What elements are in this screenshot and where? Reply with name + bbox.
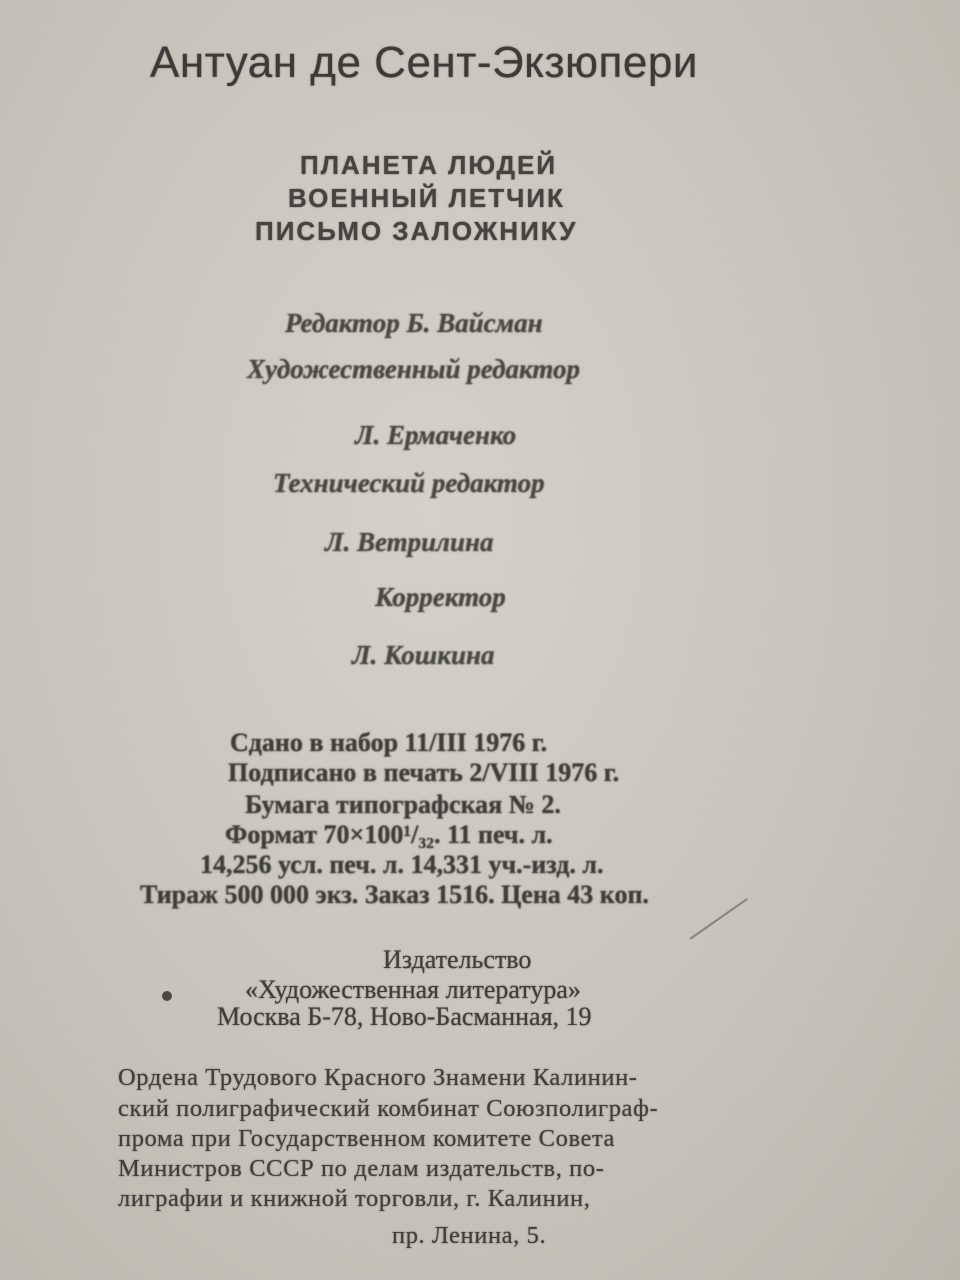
imprint-print-date: Подписано в печать 2/VIII 1976 г. <box>228 758 620 787</box>
tech-editor-role: Технический редактор <box>273 468 545 498</box>
proofreader-role: Корректор <box>375 582 506 612</box>
author-name: Антуан де Сент-Экзюпери <box>150 38 698 87</box>
printer-line-2: ский полиграфический комбинат Союзполиграф- <box>118 1095 659 1122</box>
book-title-2: ВОЕННЫЙ ЛЕТЧИК <box>288 183 565 213</box>
imprint-paper: Бумага типографская № 2. <box>245 790 561 819</box>
paper-crease <box>689 898 747 940</box>
publisher-address: Москва Б-78, Ново-Басманная, 19 <box>217 1002 592 1031</box>
printer-line-3: прома при Государственном комитете Совета <box>118 1125 616 1152</box>
printer-line-4: Министров СССР по делам издательств, по- <box>118 1155 605 1182</box>
printer-line-1: Ордена Трудового Красного Знамени Калинин- <box>118 1064 638 1091</box>
imprint-typeset-date: Сдано в набор 11/III 1976 г. <box>230 728 548 757</box>
book-title-1: ПЛАНЕТА ЛЮДЕЙ <box>300 150 558 180</box>
tech-editor-name: Л. Ветрилина <box>325 527 494 557</box>
proofreader-name: Л. Кошкина <box>352 640 495 670</box>
printer-line-5: лиграфии и книжной торговли, г. Калинин, <box>118 1185 591 1212</box>
publisher-name: «Художественная литература» <box>245 975 581 1004</box>
editor-credit: Редактор Б. Вайсман <box>285 308 543 338</box>
printer-line-6: пр. Ленина, 5. <box>392 1222 547 1249</box>
art-editor-role: Художественный редактор <box>247 354 580 384</box>
imprint-run-order-price: Тираж 500 000 экз. Заказ 1516. Цена 43 коп. <box>140 880 649 909</box>
publisher-label: Издательство <box>383 945 532 974</box>
imprint-sheets: 14,256 усл. печ. л. 14,331 уч.-изд. л. <box>200 850 604 879</box>
bullet-mark <box>162 991 172 1001</box>
art-editor-name: Л. Ермаченко <box>355 420 517 450</box>
book-title-3: ПИСЬМО ЗАЛОЖНИКУ <box>255 216 578 246</box>
imprint-format: Формат 70×100¹/₃₂. 11 печ. л. <box>225 820 553 849</box>
